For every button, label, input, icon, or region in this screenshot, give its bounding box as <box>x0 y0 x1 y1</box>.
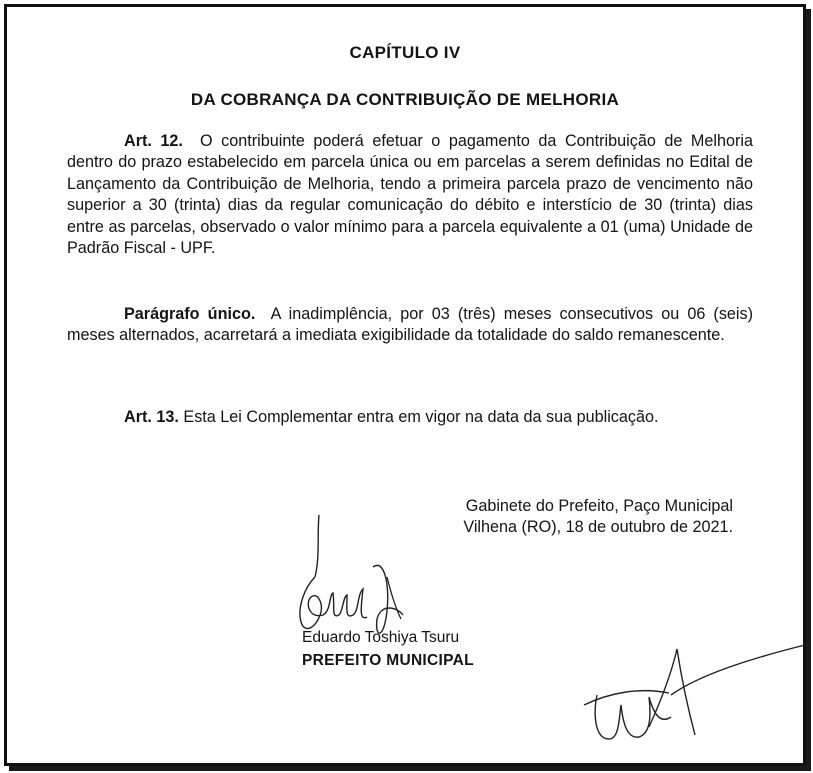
paragrafo-unico-text: A inadimplência, por 03 (três) meses consecutivos ou 06 (seis) meses alternados, acarretará a imediata exigibilidade da totalidade do saldo remanescente. <box>67 305 754 345</box>
article-13-text: Esta Lei Complementar entra em vigor na data da sua publicação. <box>183 408 659 426</box>
article-12-label: Art. 12. <box>124 132 183 150</box>
place-line: Gabinete do Prefeito, Paço Municipal <box>465 497 733 515</box>
signer-role: PREFEITO MUNICIPAL <box>302 652 474 669</box>
article-13-label: Art. 13. <box>124 408 179 426</box>
place-and-date <box>463 496 733 539</box>
article-12 <box>67 131 753 259</box>
signer-name: Eduardo Toshiya Tsuru <box>302 629 460 646</box>
article-13 <box>67 407 753 428</box>
document-frame <box>4 4 806 766</box>
date-line: Vilhena (RO), 18 de outubro de 2021. <box>463 518 733 537</box>
paragrafo-unico-label: Parágrafo único. <box>124 305 256 323</box>
chapter-heading: CAPÍTULO IV <box>349 43 461 62</box>
paragrafo-unico <box>67 304 753 347</box>
article-12-text: O contribuinte poderá efetuar o pagamento da Contribuição de Melhoria dentro do prazo estabelecido em parcela única ou em parcelas a serem definidas no Edital de Lançamento da Contribuição de Melhoria, tendo a primeira parcela prazo de vencimento não superior a 30 (trinta) dias da regular comunicação do débito e interstício de 30 (trinta) dias entre as parcelas, observado o valor mínimo para a parcela equivalente a 01 (uma) Unidade de Padrão Fiscal - UPF. <box>67 132 753 258</box>
section-title: DA COBRANÇA DA CONTRIBUIÇÃO DE MELHORIA <box>190 90 620 109</box>
initials-signature <box>579 635 809 745</box>
